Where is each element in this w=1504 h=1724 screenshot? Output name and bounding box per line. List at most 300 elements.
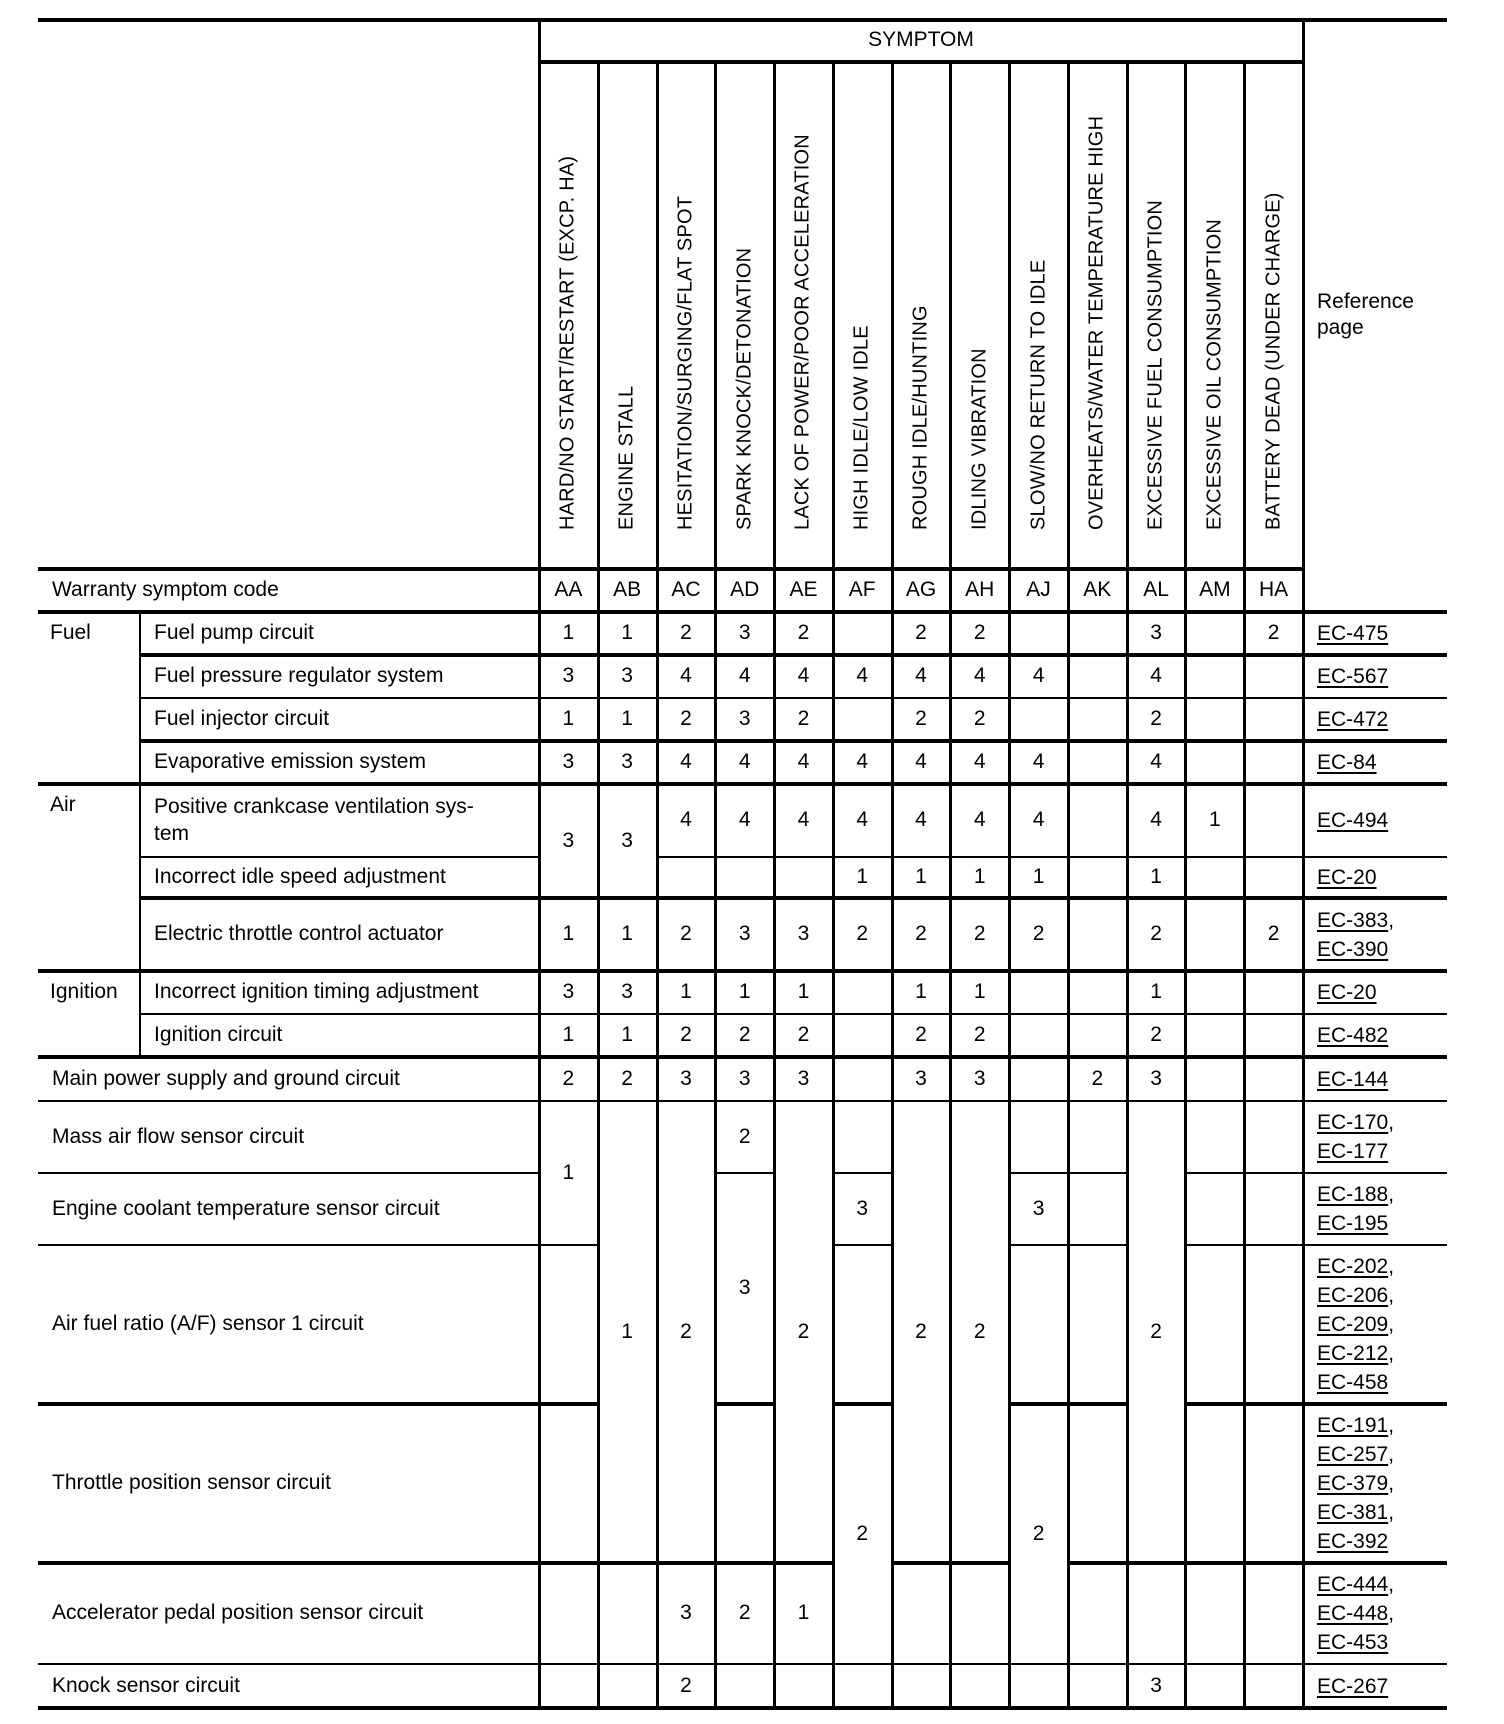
table-rule [892, 1706, 951, 1710]
matrix-cell: 2 [973, 1319, 986, 1343]
matrix-cell: 2 [856, 922, 869, 946]
matrix-cell: 2 [1150, 1023, 1162, 1047]
matrix-cell: 2 [973, 707, 986, 731]
matrix-cell [539, 1404, 598, 1563]
reference-pages [1303, 741, 1447, 784]
reference-link[interactable]: EC-453 [1317, 1631, 1389, 1654]
matrix-cell [657, 857, 716, 898]
matrix-cell: 2 [1032, 1521, 1045, 1545]
matrix-cell [715, 1664, 774, 1708]
table-rule [1185, 1706, 1244, 1710]
table-rule [38, 1244, 539, 1246]
matrix-cell: 3 [915, 1066, 927, 1090]
table-rule [38, 610, 1447, 614]
matrix-cell: 2 [738, 1601, 751, 1625]
table-rule [1126, 62, 1129, 1708]
matrix-cell: 1 [1150, 980, 1162, 1004]
matrix-cell: 1 [621, 1023, 633, 1047]
matrix-cell [1185, 898, 1244, 971]
table-rule [1303, 739, 1447, 743]
separator: , [1388, 1573, 1395, 1596]
matrix-cell: 3 [856, 1196, 869, 1220]
symptom-name: SLOW/NO RETURN TO IDLE [1027, 259, 1050, 530]
table-rule [139, 612, 141, 1057]
matrix-cell: 1 [797, 1601, 810, 1625]
matrix-cell: 2 [1267, 621, 1280, 645]
table-rule [38, 782, 539, 786]
reference-pages [1303, 1101, 1447, 1173]
matrix-cell: 4 [915, 664, 927, 688]
table-rule [774, 1706, 833, 1710]
matrix-cell: 2 [562, 1066, 575, 1090]
symptom-column-header [892, 62, 951, 569]
table-rule [38, 1172, 539, 1174]
reference-link[interactable]: EC-381 [1317, 1501, 1389, 1524]
matrix-cell: 2 [680, 1673, 692, 1697]
symptom-code: AA [554, 578, 583, 602]
symptom-code: AB [613, 578, 642, 602]
matrix-cell: 2 [915, 1023, 927, 1047]
matrix-cell [1009, 1057, 1068, 1101]
reference-link[interactable]: EC-209 [1317, 1313, 1389, 1336]
matrix-cell [1009, 612, 1068, 655]
matrix-cell [1244, 1101, 1303, 1173]
symptom-name: EXCESSIVE FUEL CONSUMPTION [1144, 199, 1167, 530]
matrix-cell [1244, 1664, 1303, 1708]
symptom-column-header [657, 62, 716, 569]
matrix-cell: 2 [1150, 922, 1162, 946]
matrix-cell [1244, 1173, 1303, 1245]
reference-link[interactable]: EC-448 [1317, 1602, 1389, 1625]
matrix-cell [1009, 1101, 1068, 1173]
separator: , [1388, 1284, 1395, 1307]
matrix-cell: 4 [1032, 750, 1045, 774]
matrix-cell [1185, 612, 1244, 655]
separator: , [1388, 1313, 1395, 1336]
item-label: Positive crankcase ventilation sys-tem [154, 795, 474, 845]
matrix-cell [833, 698, 892, 741]
matrix-cell [1244, 1245, 1303, 1404]
matrix-cell [598, 1563, 657, 1664]
symptom-code: AC [671, 578, 701, 602]
table-rule [38, 1663, 539, 1665]
matrix-cell [1068, 741, 1127, 784]
matrix-cell [1068, 698, 1127, 741]
matrix-cell: 1 [562, 621, 575, 645]
symptom-column-header [1009, 62, 1068, 569]
table-rule [657, 1706, 716, 1710]
matrix-cell: 2 [1150, 1319, 1162, 1343]
symptom-name: HIGH IDLE/LOW IDLE [850, 325, 873, 530]
symptom-code: AM [1199, 578, 1231, 602]
matrix-cell: 3 [797, 922, 810, 946]
symptom-column-header [1068, 62, 1127, 569]
matrix-cell [1244, 1563, 1303, 1664]
separator: , [1388, 1472, 1395, 1495]
table-rule [891, 62, 894, 1708]
matrix-cell [1068, 1014, 1127, 1057]
matrix-cell: 1 [1150, 865, 1162, 889]
matrix-cell [774, 1664, 833, 1708]
matrix-cell: 3 [562, 664, 575, 688]
matrix-cell: 4 [856, 808, 869, 832]
reference-link[interactable]: EC-494 [1317, 809, 1389, 832]
symptom-column-header [539, 62, 598, 569]
matrix-cell: 4 [973, 750, 986, 774]
item-label: Incorrect idle speed adjustment [154, 865, 446, 889]
item-label: Main power supply and ground circuit [52, 1066, 400, 1090]
reference-link[interactable]: EC-444 [1317, 1573, 1389, 1596]
symptom-column-header [1244, 62, 1303, 569]
symptom-name: OVERHEATS/WATER TEMPERATURE HIGH [1085, 115, 1108, 530]
matrix-cell [1068, 655, 1127, 698]
reference-link[interactable]: EC-392 [1317, 1530, 1389, 1553]
symptom-code: AK [1083, 578, 1112, 602]
table-rule [1303, 896, 1447, 900]
table-rule [38, 1561, 539, 1565]
symptom-name: BATTERY DEAD (UNDER CHARGE) [1262, 192, 1285, 530]
reference-line [1317, 1411, 1394, 1440]
reference-line [1317, 1281, 1394, 1310]
matrix-cell: 2 [915, 621, 927, 645]
reference-line [1317, 906, 1394, 935]
matrix-cell [833, 1014, 892, 1057]
matrix-cell [892, 1664, 951, 1708]
table-rule [140, 653, 539, 657]
reference-line [1317, 1137, 1388, 1166]
matrix-cell: 4 [1032, 664, 1045, 688]
reference-link[interactable]: EC-475 [1317, 622, 1389, 645]
reference-pages [1303, 1173, 1447, 1245]
matrix-cell [1068, 1404, 1127, 1563]
table-rule [539, 1706, 598, 1710]
matrix-cell [539, 1664, 598, 1708]
table-rule [38, 1100, 539, 1102]
matrix-cell: 4 [973, 664, 986, 688]
reference-line [1317, 806, 1388, 835]
symptom-code: AD [730, 578, 760, 602]
reference-line [1317, 662, 1388, 691]
reference-pages [1303, 971, 1447, 1014]
matrix-cell: 3 [738, 922, 751, 946]
item-label: Incorrect ignition timing adjustment [154, 980, 479, 1004]
table-rule [1303, 697, 1447, 699]
symptom-code: AG [905, 578, 937, 602]
matrix-cell: 3 [797, 1066, 810, 1090]
matrix-cell [1068, 784, 1127, 857]
symptom-header: SYMPTOM [868, 27, 974, 51]
matrix-cell: 4 [738, 808, 751, 832]
reference-link[interactable]: EC-170 [1317, 1111, 1389, 1134]
matrix-cell: 4 [680, 808, 692, 832]
table-rule [1303, 1013, 1447, 1015]
matrix-cell: 1 [562, 1023, 575, 1047]
matrix-cell [598, 1664, 657, 1708]
table-rule [1184, 62, 1187, 1708]
reference-line [1317, 1368, 1388, 1397]
matrix-cell [833, 612, 892, 655]
symptom-code: AF [848, 578, 876, 602]
reference-line [1317, 619, 1388, 648]
item-label: Engine coolant temperature sensor circuit [52, 1196, 440, 1220]
reference-link[interactable]: EC-177 [1317, 1140, 1389, 1163]
separator: , [1388, 1111, 1395, 1134]
table-rule [773, 62, 776, 1708]
matrix-cell [1068, 1173, 1127, 1245]
matrix-cell [1185, 698, 1244, 741]
matrix-cell: 4 [915, 750, 927, 774]
reference-line [1317, 1180, 1394, 1209]
item-label: Fuel pump circuit [154, 621, 314, 645]
reference-link[interactable]: EC-195 [1317, 1212, 1389, 1235]
matrix-cell [1185, 1404, 1244, 1563]
matrix-cell [833, 1057, 892, 1101]
table-rule [38, 18, 1447, 22]
matrix-cell [715, 1404, 774, 1563]
matrix-cell: 2 [915, 1319, 927, 1343]
reference-link[interactable]: EC-567 [1317, 665, 1389, 688]
matrix-cell: 2 [621, 1066, 633, 1090]
matrix-cell [950, 1664, 1009, 1708]
matrix-cell [774, 857, 833, 898]
reference-link[interactable]: EC-206 [1317, 1284, 1389, 1307]
table-rule [1303, 1100, 1447, 1102]
table-rule [1067, 62, 1070, 1708]
matrix-cell: 1 [973, 980, 986, 1004]
matrix-cell [1068, 1101, 1127, 1173]
matrix-cell: 3 [738, 707, 751, 731]
matrix-cell [1244, 1404, 1303, 1563]
separator: , [1388, 1602, 1395, 1625]
reference-link[interactable]: EC-257 [1317, 1443, 1389, 1466]
item-label: Knock sensor circuit [52, 1673, 240, 1697]
symptom-name: IDLING VIBRATION [968, 348, 991, 530]
table-rule [833, 1706, 892, 1710]
table-rule [1303, 969, 1447, 973]
reference-link[interactable]: EC-390 [1317, 937, 1389, 961]
separator: , [1388, 1501, 1395, 1524]
reference-link[interactable]: EC-20 [1317, 866, 1377, 889]
item-label: Electric throttle control actuator [154, 922, 444, 946]
matrix-cell [1244, 1014, 1303, 1057]
item-label: Mass air flow sensor circuit [52, 1124, 305, 1148]
matrix-cell [833, 1664, 892, 1708]
table-rule [140, 856, 539, 858]
separator: , [1388, 1255, 1395, 1278]
reference-link[interactable]: EC-458 [1317, 1371, 1389, 1394]
symptom-code: AH [965, 578, 995, 602]
table-rule [1303, 1055, 1447, 1059]
table-rule [140, 697, 539, 699]
matrix-cell: 1 [797, 980, 810, 1004]
matrix-cell [833, 971, 892, 1014]
table-rule [1303, 1706, 1447, 1710]
symptom-name: HARD/NO START/RESTART (EXCP. HA) [556, 155, 579, 530]
matrix-cell: 4 [797, 808, 810, 832]
symptom-column-header [598, 62, 657, 569]
matrix-cell: 4 [973, 808, 986, 832]
matrix-cell: 2 [1032, 922, 1045, 946]
matrix-cell [1009, 971, 1068, 1014]
matrix-cell: 2 [797, 1023, 810, 1047]
table-rule [1303, 856, 1447, 858]
reference-pages [1303, 784, 1447, 857]
reference-line [1317, 863, 1377, 892]
reference-link[interactable]: EC-379 [1317, 1472, 1389, 1495]
matrix-cell [892, 1563, 951, 1664]
reference-line [1317, 1440, 1394, 1469]
matrix-cell: 1 [856, 865, 869, 889]
reference-link[interactable]: EC-188 [1317, 1183, 1389, 1206]
symptom-code: AL [1143, 578, 1169, 602]
matrix-cell: 2 [1150, 707, 1162, 731]
matrix-cell [1244, 857, 1303, 898]
reference-link[interactable]: EC-472 [1317, 708, 1389, 731]
matrix-cell: 2 [738, 1124, 751, 1148]
matrix-cell: 2 [680, 621, 692, 645]
matrix-cell: 3 [562, 828, 575, 852]
reference-pages [1303, 898, 1447, 971]
table-rule [1302, 20, 1305, 1708]
table-rule [1009, 1706, 1068, 1710]
matrix-cell [950, 1563, 1009, 1664]
matrix-cell: 2 [680, 922, 692, 946]
table-rule [1303, 1402, 1447, 1406]
matrix-cell: 3 [738, 1066, 751, 1090]
table-rule [140, 739, 539, 743]
item-label: Fuel injector circuit [154, 707, 330, 731]
matrix-cell: 4 [1150, 750, 1162, 774]
matrix-cell: 2 [797, 621, 810, 645]
matrix-cell [1244, 698, 1303, 741]
reference-line [1317, 1498, 1394, 1527]
table-rule [38, 1055, 539, 1059]
table-rule [538, 20, 541, 1708]
matrix-cell [1244, 1057, 1303, 1101]
reference-link[interactable]: EC-144 [1317, 1067, 1389, 1091]
separator: , [1388, 1443, 1395, 1466]
reference-pages [1303, 857, 1447, 898]
matrix-cell: 3 [621, 980, 633, 1004]
reference-pages [1303, 1245, 1447, 1404]
matrix-cell: 1 [621, 922, 633, 946]
matrix-cell: 3 [562, 980, 575, 1004]
separator: , [1388, 908, 1395, 932]
item-label: Evaporative emission system [154, 750, 426, 774]
matrix-cell: 1 [562, 707, 575, 731]
table-rule [1303, 1244, 1447, 1246]
matrix-cell [715, 857, 774, 898]
matrix-cell: 2 [680, 707, 692, 731]
matrix-cell [1185, 971, 1244, 1014]
separator: , [1388, 1414, 1395, 1437]
reference-link[interactable]: EC-20 [1317, 981, 1377, 1004]
reference-link[interactable]: EC-212 [1317, 1342, 1389, 1365]
reference-link[interactable]: EC-383 [1317, 908, 1389, 932]
matrix-cell: 3 [621, 750, 633, 774]
matrix-cell: 3 [1150, 1673, 1162, 1697]
matrix-cell [833, 1101, 892, 1173]
reference-pages [1303, 1014, 1447, 1057]
item-label: Fuel pressure regulator system [154, 664, 444, 688]
matrix-cell: 4 [856, 750, 869, 774]
item-label: Accelerator pedal position sensor circuit [52, 1601, 424, 1625]
matrix-cell: 4 [738, 750, 751, 774]
symptom-column-header [1185, 62, 1244, 569]
reference-link[interactable]: EC-482 [1317, 1024, 1389, 1047]
matrix-cell: 4 [1150, 808, 1162, 832]
matrix-cell [1068, 1563, 1127, 1664]
reference-page-header: Reference page [1317, 289, 1414, 339]
matrix-cell [1244, 784, 1303, 857]
matrix-cell [1244, 741, 1303, 784]
matrix-cell: 3 [680, 1066, 692, 1090]
reference-link[interactable]: EC-84 [1317, 751, 1377, 774]
symptom-column-header [833, 62, 892, 569]
matrix-cell: 3 [973, 1066, 986, 1090]
matrix-cell [1068, 971, 1127, 1014]
reference-line [1317, 1469, 1394, 1498]
matrix-cell [1185, 741, 1244, 784]
matrix-cell: 4 [680, 750, 692, 774]
symptom-name: ENGINE STALL [615, 385, 638, 530]
symptom-column-header [715, 62, 774, 569]
table-rule [715, 1706, 774, 1710]
matrix-cell: 1 [738, 980, 751, 1004]
table-rule [1303, 1663, 1447, 1665]
reference-line [1317, 1599, 1394, 1628]
matrix-cell: 2 [1091, 1066, 1104, 1090]
table-rule [949, 62, 952, 1708]
reference-line [1317, 1209, 1388, 1238]
matrix-cell: 4 [738, 664, 751, 688]
group-label-air: Air [50, 793, 76, 816]
table-rule [714, 62, 717, 1708]
reference-pages [1303, 1057, 1447, 1101]
matrix-cell [1185, 1245, 1244, 1404]
matrix-cell [1244, 655, 1303, 698]
reference-link[interactable]: EC-191 [1317, 1414, 1389, 1437]
table-rule [597, 62, 600, 1708]
table-rule [1303, 653, 1447, 657]
matrix-cell [1009, 1245, 1068, 1404]
reference-pages [1303, 655, 1447, 698]
symptom-code: AE [789, 578, 818, 602]
reference-line [1317, 1570, 1394, 1599]
symptom-name: SPARK KNOCK/DETONATION [733, 247, 756, 530]
table-rule [832, 62, 835, 1708]
matrix-cell: 3 [621, 664, 633, 688]
table-rule [1068, 1706, 1127, 1710]
matrix-cell: 2 [797, 707, 810, 731]
matrix-cell: 1 [1209, 808, 1221, 832]
reference-link[interactable]: EC-267 [1317, 1674, 1389, 1698]
table-rule [1127, 1706, 1186, 1710]
item-label: Throttle position sensor circuit [52, 1471, 331, 1495]
reference-pages [1303, 1563, 1447, 1664]
table-rule [140, 1013, 539, 1015]
reference-line [1317, 748, 1377, 777]
matrix-cell: 4 [1150, 664, 1162, 688]
item-label: Ignition circuit [154, 1023, 283, 1047]
table-rule [140, 896, 539, 900]
matrix-cell: 3 [1150, 621, 1162, 645]
reference-link[interactable]: EC-202 [1317, 1255, 1389, 1278]
matrix-cell: 1 [621, 621, 633, 645]
reference-line [1317, 1339, 1394, 1368]
reference-line [1317, 1672, 1388, 1701]
reference-line [1317, 1108, 1394, 1137]
